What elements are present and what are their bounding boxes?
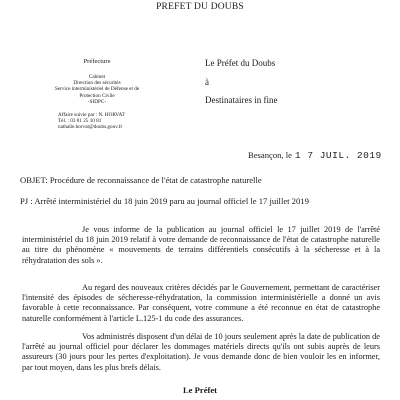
sender-service-line: Protection Civile [79, 92, 115, 99]
contact-block [22, 112, 172, 131]
date-place: Besançon, le [248, 150, 292, 160]
sender-service-line: Direction des sécurités [73, 80, 121, 87]
body-paragraph: Au regard des nouveaux critères décidés par le Gouvernement, permettant de caractériser l'intensité des épisodes de sécheresse-réhydratation, la commission interministérielle a donné un avis favorable à cette reconnaissance. Par conséquent, votre commune a été reconnue en état de catastrophe naturelle conformément à l'article L.125-1 du code des assurances. [22, 283, 380, 323]
sender-service-line: Service interministériel de Défense et de [54, 86, 140, 93]
letter-attachment: PJ : Arrêté interministériel du 18 juin 2019 paru au journal officiel le 17 juillet 2019 [20, 196, 309, 206]
body-paragraph: Je vous informe de la publication au journal officiel le 17 juillet 2019 de l'arrêté interministériel du 18 juin 2019 relatif à votre demande de reconnaissance de l'état de catastrophe naturelle au titre du phénomène « mouvements de terrains différentiels consécutifs à la sécheresse et à la réhydratation des sols ». [22, 225, 380, 265]
letter-from: Le Préfet du Doubs [205, 58, 276, 68]
recipient-block [205, 58, 277, 105]
contact-email: nathalie.horvat@doubs.gouv.fr [58, 124, 123, 131]
sender-service-line: -SIDPC- [87, 98, 107, 105]
dateline [248, 150, 382, 161]
prefecture-header: PREFET DU DOUBS [156, 2, 244, 12]
sender-department: Préfecture [83, 58, 111, 65]
letter-subject: OBJET: Procédure de reconnaissance de l'état de catastrophe naturelle [20, 175, 262, 185]
letter-to-word: à [205, 77, 209, 87]
signature-title: Le Préfet [182, 385, 218, 395]
sender-service-line: Cabinet [88, 74, 106, 80]
sender-block [22, 58, 172, 131]
body-paragraph: Vos administrés disposent d'un délai de 10 jours seulement après la date de publication de l'arrêté au journal officiel pour déclarer les dommages matériels directs qu'ils ont subis auprès de leurs assureurs (30 jours pour les pertes d'exploitation). Je vous demande donc de bien vouloir les en informer, par tout moyen, dans les plus brefs délais. [22, 332, 380, 372]
contact-phone: Tél. : 03 81 25 10 81 [58, 118, 102, 125]
date-stamp: 1 7 JUIL. 2019 [294, 150, 382, 161]
letter-to: Destinataires in fine [205, 95, 278, 105]
contact-name: Affaire suivie par : N. HORVAT [58, 112, 125, 119]
